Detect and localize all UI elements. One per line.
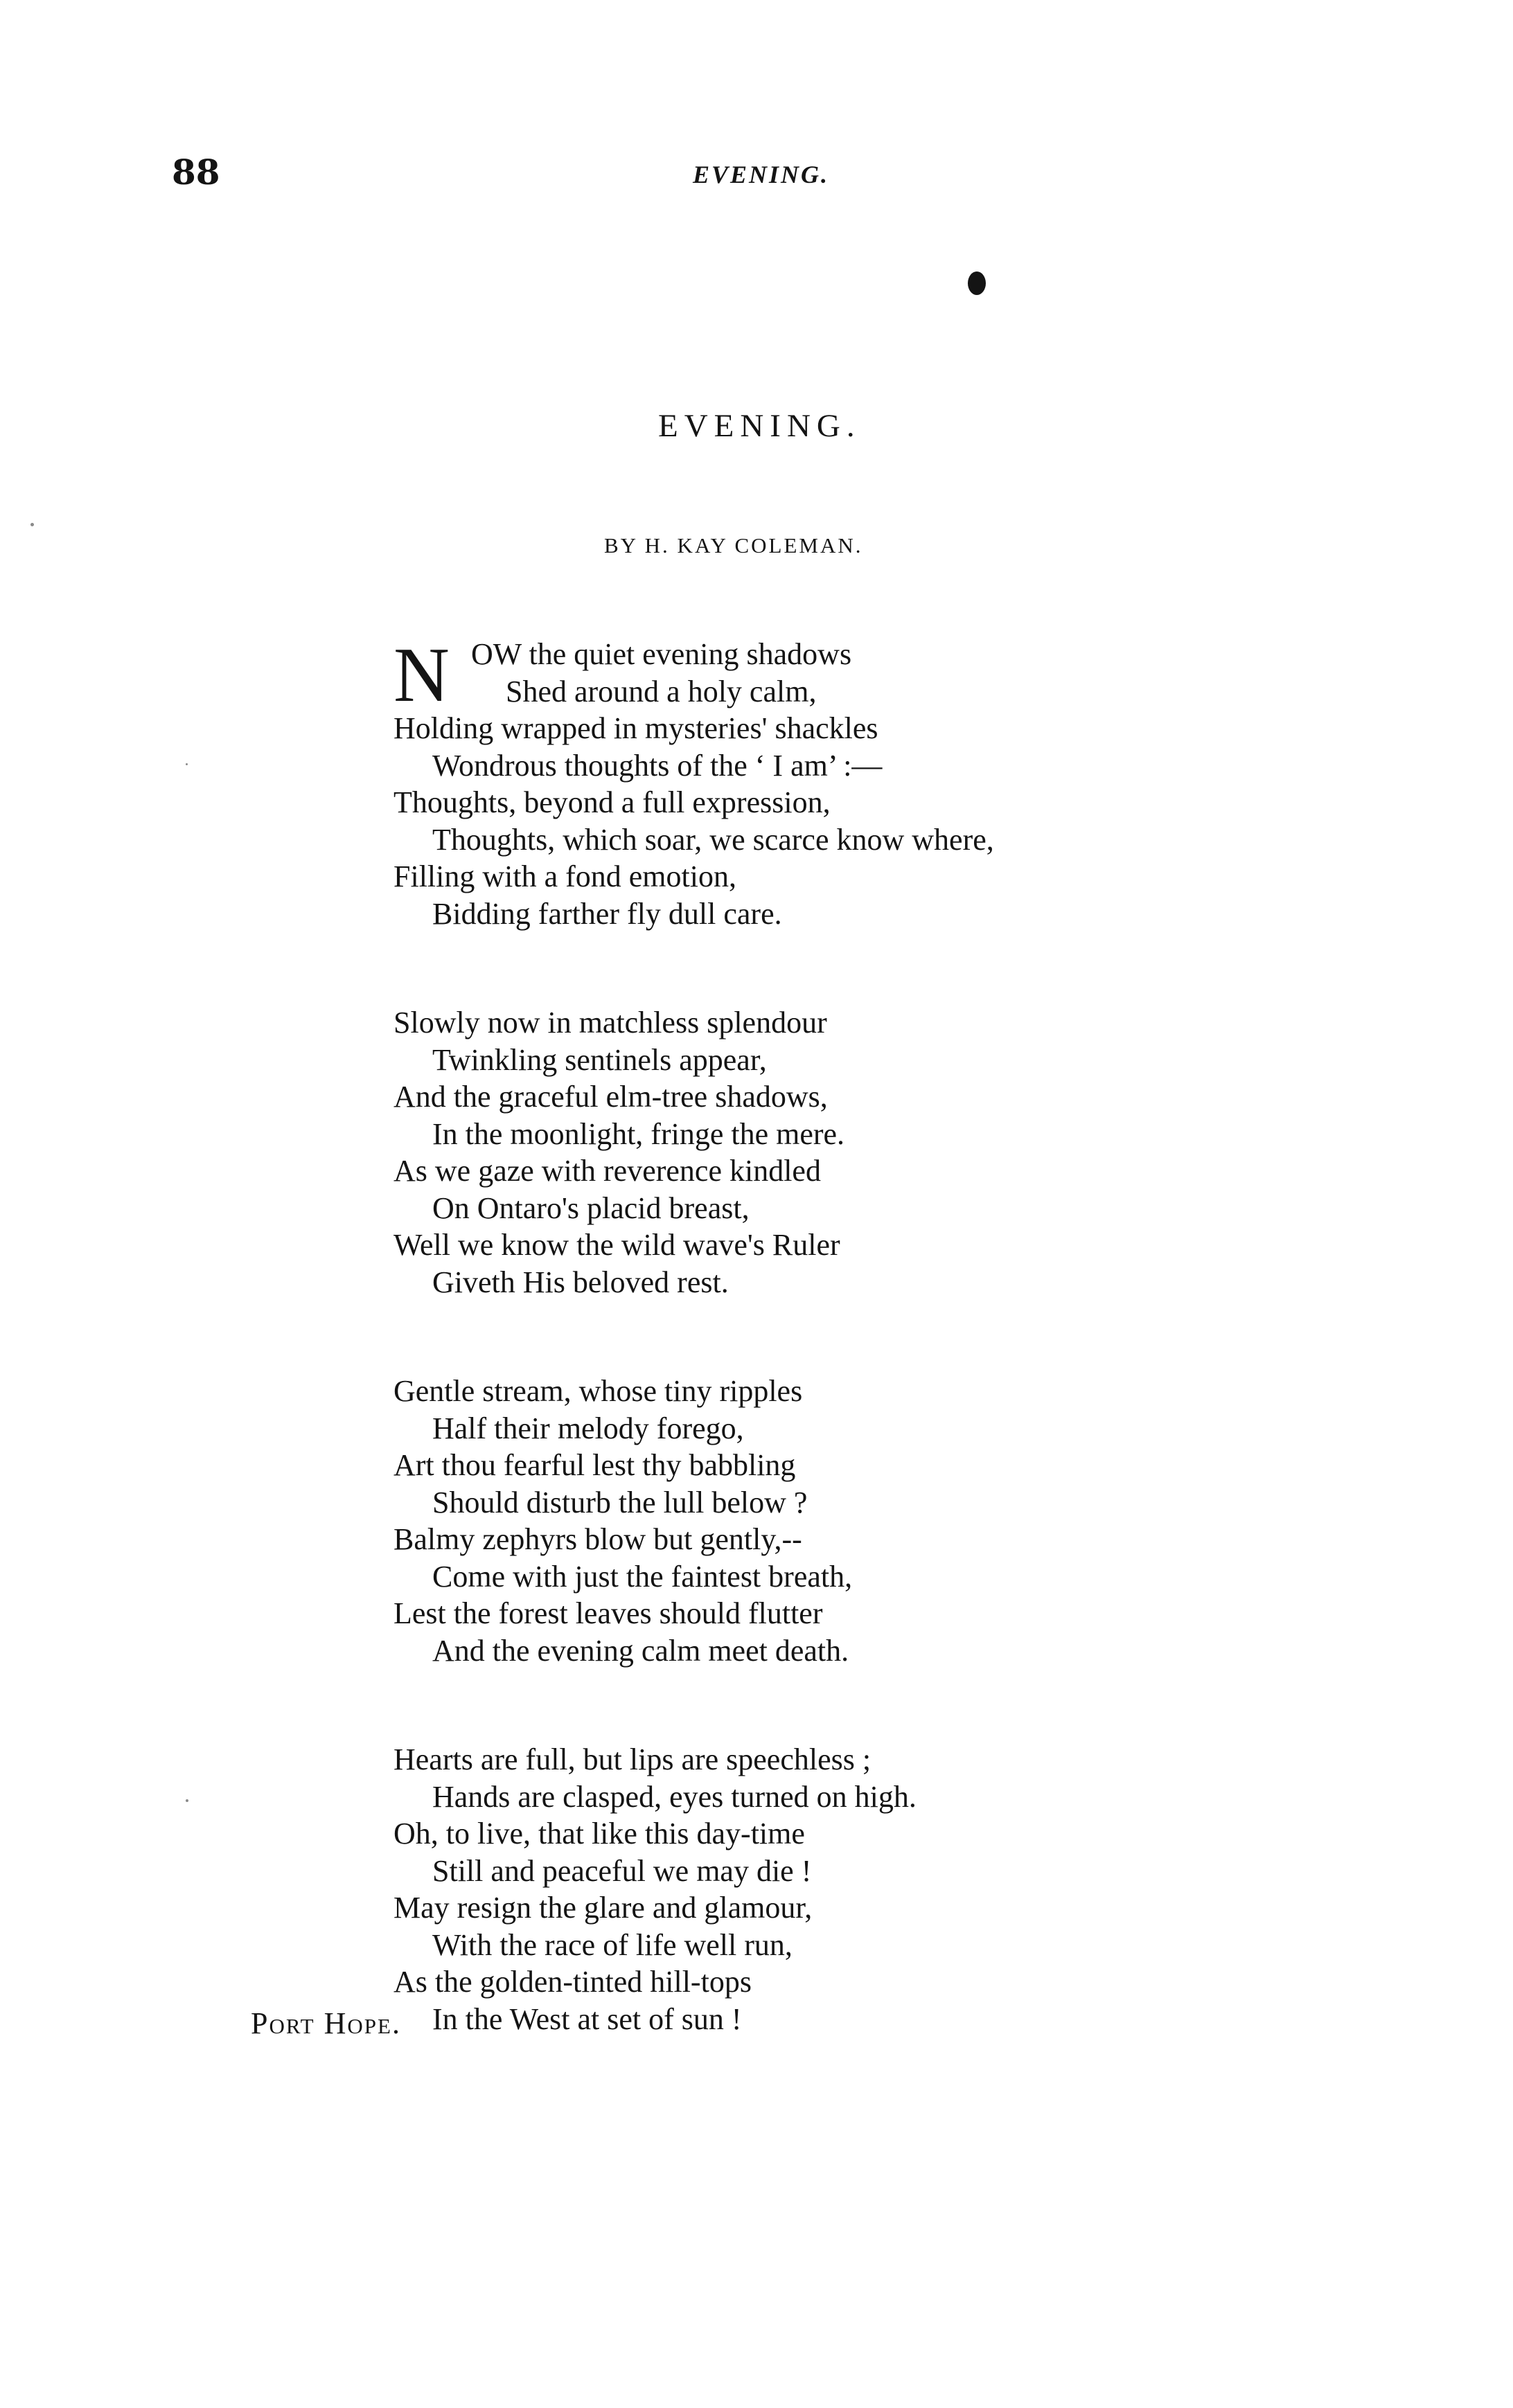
poem-line: Thoughts, which soar, we scarce know where, — [432, 822, 994, 857]
poem-line: In the moonlight, fringe the mere. — [432, 1116, 845, 1151]
poem-line: Gentle stream, whose tiny ripples — [393, 1374, 803, 1408]
poem-line-text: OW the quiet evening shadows — [471, 637, 852, 671]
poem-line: Art thou fearful lest thy babbling — [393, 1448, 796, 1482]
poem-line: Holding wrapped in mysteries' shackles — [393, 711, 878, 745]
poem-line: Filling with a fond emotion, — [393, 859, 736, 893]
stanza — [393, 1004, 1474, 1301]
page-number: 88 — [172, 152, 220, 193]
stanza — [393, 1373, 1474, 1669]
poem-line: Half their melody forego, — [432, 1411, 744, 1445]
poem-line: Shed around a holy calm, — [506, 674, 817, 708]
place-signoff: Port Hope. — [251, 2006, 401, 2040]
poem-byline: BY H. KAY COLEMAN. — [604, 533, 863, 558]
poem-line: On Ontaro's placid breast, — [432, 1190, 750, 1225]
poem-line: Thoughts, beyond a full expression, — [393, 785, 831, 819]
poem-line: With the race of life well run, — [432, 1927, 793, 1962]
poem-line: And the evening calm meet death. — [432, 1633, 849, 1668]
poem-line: As the golden-tinted hill-tops — [393, 1965, 752, 1999]
poem-line: Oh, to live, that like this day-time — [393, 1817, 805, 1850]
poem-line: Should disturb the lull below ? — [432, 1485, 808, 1519]
running-head: EVENING. — [693, 161, 830, 188]
poem-line: Well we know the wild wave's Ruler — [393, 1228, 840, 1262]
poem-line: Lest the forest leaves should flutter — [393, 1596, 823, 1630]
poem-line: Wondrous thoughts of the ‘ I am’ :— — [432, 748, 883, 783]
poem-line: As we gaze with reverence kindled — [393, 1154, 821, 1188]
margin-speck — [186, 763, 188, 765]
poem-line: In the West at set of sun ! — [432, 2001, 742, 2036]
poem-line: Hearts are full, but lips are speechless ; — [393, 1742, 871, 1776]
poem-line: Balmy zephyrs blow but gently,-- — [393, 1522, 802, 1556]
margin-speck — [30, 523, 34, 526]
poem-line: Slowly now in matchless splendour — [393, 1006, 827, 1040]
stanza — [393, 632, 1474, 932]
poem-line: And the graceful elm-tree shadows, — [393, 1080, 828, 1114]
poem-line: Bidding farther fly dull care. — [432, 896, 782, 931]
poem-line: Still and peaceful we may die ! — [432, 1853, 812, 1888]
poem-body — [393, 632, 1474, 2110]
margin-speck — [186, 1799, 188, 1802]
stanza — [393, 1741, 1474, 2037]
poem-line: Hands are clasped, eyes turned on high. — [432, 1779, 917, 1814]
poem-line: May resign the glare and glamour, — [393, 1891, 813, 1925]
poem-line: Giveth His beloved rest. — [432, 1265, 729, 1299]
ornament-dot — [968, 271, 986, 295]
poem-title: EVENING. — [658, 408, 861, 444]
poem-line: Twinkling sentinels appear, — [432, 1042, 767, 1077]
drop-cap: N — [393, 632, 450, 718]
poem-line: Come with just the faintest breath, — [432, 1559, 853, 1594]
